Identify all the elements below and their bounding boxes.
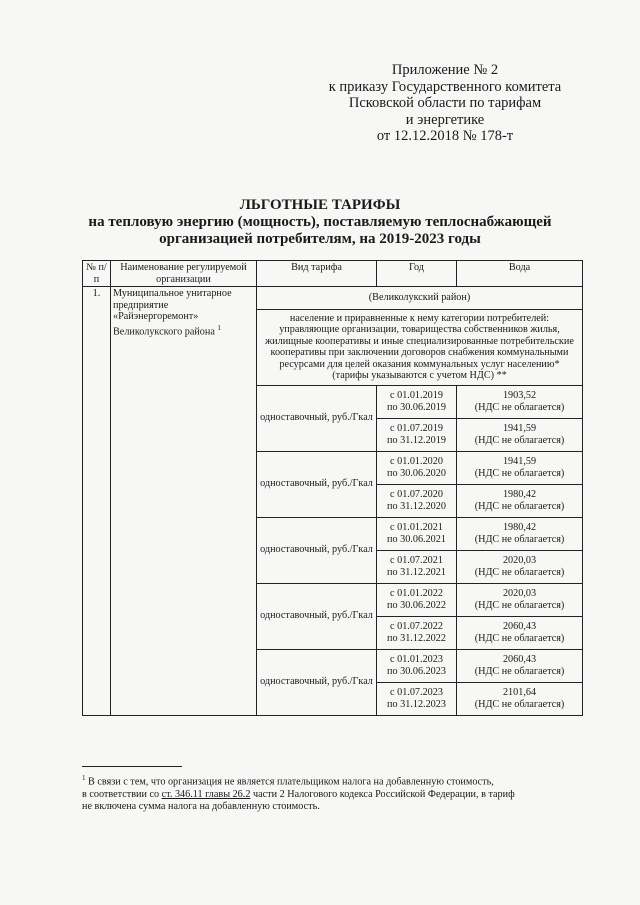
vat-note: (НДС не облагается): [474, 665, 565, 677]
tax-code-link[interactable]: ст. 346.11 главы 26.2: [161, 788, 251, 800]
water-tariff-cell: [457, 517, 583, 550]
period-to: по 30.06.2020: [387, 467, 446, 479]
vat-note: (НДС не облагается): [474, 500, 565, 512]
period-cell: [377, 583, 457, 616]
vat-note: (НДС не облагается): [474, 566, 565, 578]
vat-note: (НДС не облагается): [474, 434, 565, 446]
period-to: по 31.12.2020: [387, 500, 446, 512]
footnote-text: В связи с тем, что организация не является плательщиком налога на добавленную стоимость,: [85, 776, 494, 788]
water-tariff-cell: [457, 649, 583, 682]
tariff-value: 2101,64: [502, 687, 537, 698]
tariff-value: 1980,42: [502, 522, 537, 533]
tariff-type-cell: одноставочный, руб./Гкал: [257, 451, 377, 517]
title-line: на тепловую энергию (мощность), поставляемую теплоснабжающей: [88, 214, 552, 230]
tariff-value: 1980,42: [502, 489, 537, 500]
table-row: [83, 287, 583, 310]
period-to: по 31.12.2023: [387, 698, 446, 710]
vat-note: (НДС не облагается): [474, 533, 565, 545]
period-to: по 30.06.2021: [387, 533, 446, 545]
period-cell: [377, 616, 457, 649]
footnote-line: [82, 789, 584, 802]
row-number: 1.: [83, 287, 111, 716]
period-cell: [377, 550, 457, 583]
appendix-header: [300, 62, 590, 145]
period-from: с 01.01.2023: [390, 654, 443, 665]
period-cell: [377, 649, 457, 682]
period-to: по 30.06.2019: [387, 401, 446, 413]
header-water: Вода: [457, 261, 583, 287]
period-from: с 01.07.2023: [390, 687, 443, 698]
period-to: по 30.06.2022: [387, 599, 446, 611]
period-from: с 01.01.2020: [390, 456, 443, 467]
tariff-type-cell: одноставочный, руб./Гкал: [257, 583, 377, 649]
period-from: с 01.01.2022: [390, 588, 443, 599]
water-tariff-cell: [457, 583, 583, 616]
period-from: с 01.07.2022: [390, 621, 443, 632]
tariff-type-cell: одноставочный, руб./Гкал: [257, 385, 377, 451]
water-tariff-cell: [457, 550, 583, 583]
period-from: с 01.07.2019: [390, 423, 443, 434]
table-header-row: [83, 261, 583, 287]
tariff-type-cell: одноставочный, руб./Гкал: [257, 517, 377, 583]
appendix-line: и энергетике: [405, 111, 485, 128]
header-type: Вид тарифа: [257, 261, 377, 287]
region-cell: (Великолукский район): [257, 287, 583, 310]
period-cell: [377, 484, 457, 517]
appendix-line: от 12.12.2018 № 178-т: [376, 128, 514, 144]
period-from: с 01.07.2021: [390, 555, 443, 566]
title-line: ЛЬГОТНЫЕ ТАРИФЫ: [239, 197, 401, 213]
period-cell: [377, 418, 457, 451]
appendix-line: Приложение № 2: [391, 62, 499, 78]
vat-note: (НДС не облагается): [474, 632, 565, 644]
vat-note: (НДС не облагается): [474, 599, 565, 611]
document-title: [60, 197, 580, 248]
footnote-line: не включена сумма налога на добавленную стоимость.: [82, 801, 320, 813]
period-to: по 31.12.2021: [387, 566, 446, 578]
water-tariff-cell: [457, 682, 583, 715]
header-num: № п/п: [83, 261, 111, 287]
period-cell: [377, 385, 457, 418]
appendix-line: Псковской области по тарифам: [348, 95, 542, 111]
footnote-divider: [82, 766, 182, 767]
footnote-text: в соответствии со: [82, 788, 162, 800]
period-to: по 31.12.2022: [387, 632, 446, 644]
footnote-text: части 2 Налогового кодекса Российской Федерации, в тариф: [250, 788, 515, 800]
water-tariff-cell: [457, 484, 583, 517]
vat-note: (НДС не облагается): [474, 698, 565, 710]
water-tariff-cell: [457, 451, 583, 484]
tariff-value: 1941,59: [502, 423, 537, 434]
water-tariff-cell: [457, 616, 583, 649]
tariff-table: [82, 260, 583, 716]
water-tariff-cell: [457, 418, 583, 451]
water-tariff-cell: [457, 385, 583, 418]
tariff-type-cell: одноставочный, руб./Гкал: [257, 649, 377, 715]
tariff-value: 2060,43: [502, 654, 537, 665]
tariff-value: 2020,03: [502, 588, 537, 599]
period-from: с 01.01.2021: [390, 522, 443, 533]
period-cell: [377, 517, 457, 550]
tariff-value: 2060,43: [502, 621, 537, 632]
period-cell: [377, 682, 457, 715]
footnote-ref: 1: [217, 323, 221, 332]
footnote-line: [82, 772, 584, 789]
footnote: [82, 772, 584, 814]
tariff-value: 2020,03: [502, 555, 537, 566]
tariff-value: 1941,59: [502, 456, 537, 467]
footnote-marker: 1: [82, 774, 86, 782]
period-to: по 30.06.2023: [387, 665, 446, 677]
consumer-category-cell: население и приравненные к нему категории потребителей: управляющие организации, товарищества собственников жилья, жилищные кооперативы и иные специализированные потребительские кооперативы при заключении договоров снабжения коммунальными ресурсами для целей оказания коммунальных услуг населению* (тарифы указываются с учетом НДС) **: [257, 309, 583, 385]
appendix-line: к приказу Государственного комитета: [328, 78, 562, 95]
organization-name: Муниципальное унитарное предприятие «Райэнергоремонт» Великолукского района: [113, 288, 232, 337]
period-from: с 01.01.2019: [390, 390, 443, 401]
vat-note: (НДС не облагается): [474, 467, 565, 479]
title-line: организацией потребителям, на 2019-2023 годы: [159, 231, 481, 247]
organization-cell: [111, 287, 257, 716]
period-from: с 01.07.2020: [390, 489, 443, 500]
period-cell: [377, 451, 457, 484]
tariff-value: 1903,52: [502, 390, 537, 401]
period-to: по 31.12.2019: [387, 434, 446, 446]
vat-note: (НДС не облагается): [474, 401, 565, 413]
header-year: Год: [377, 261, 457, 287]
header-org: Наименование регулируемой организации: [111, 261, 257, 287]
